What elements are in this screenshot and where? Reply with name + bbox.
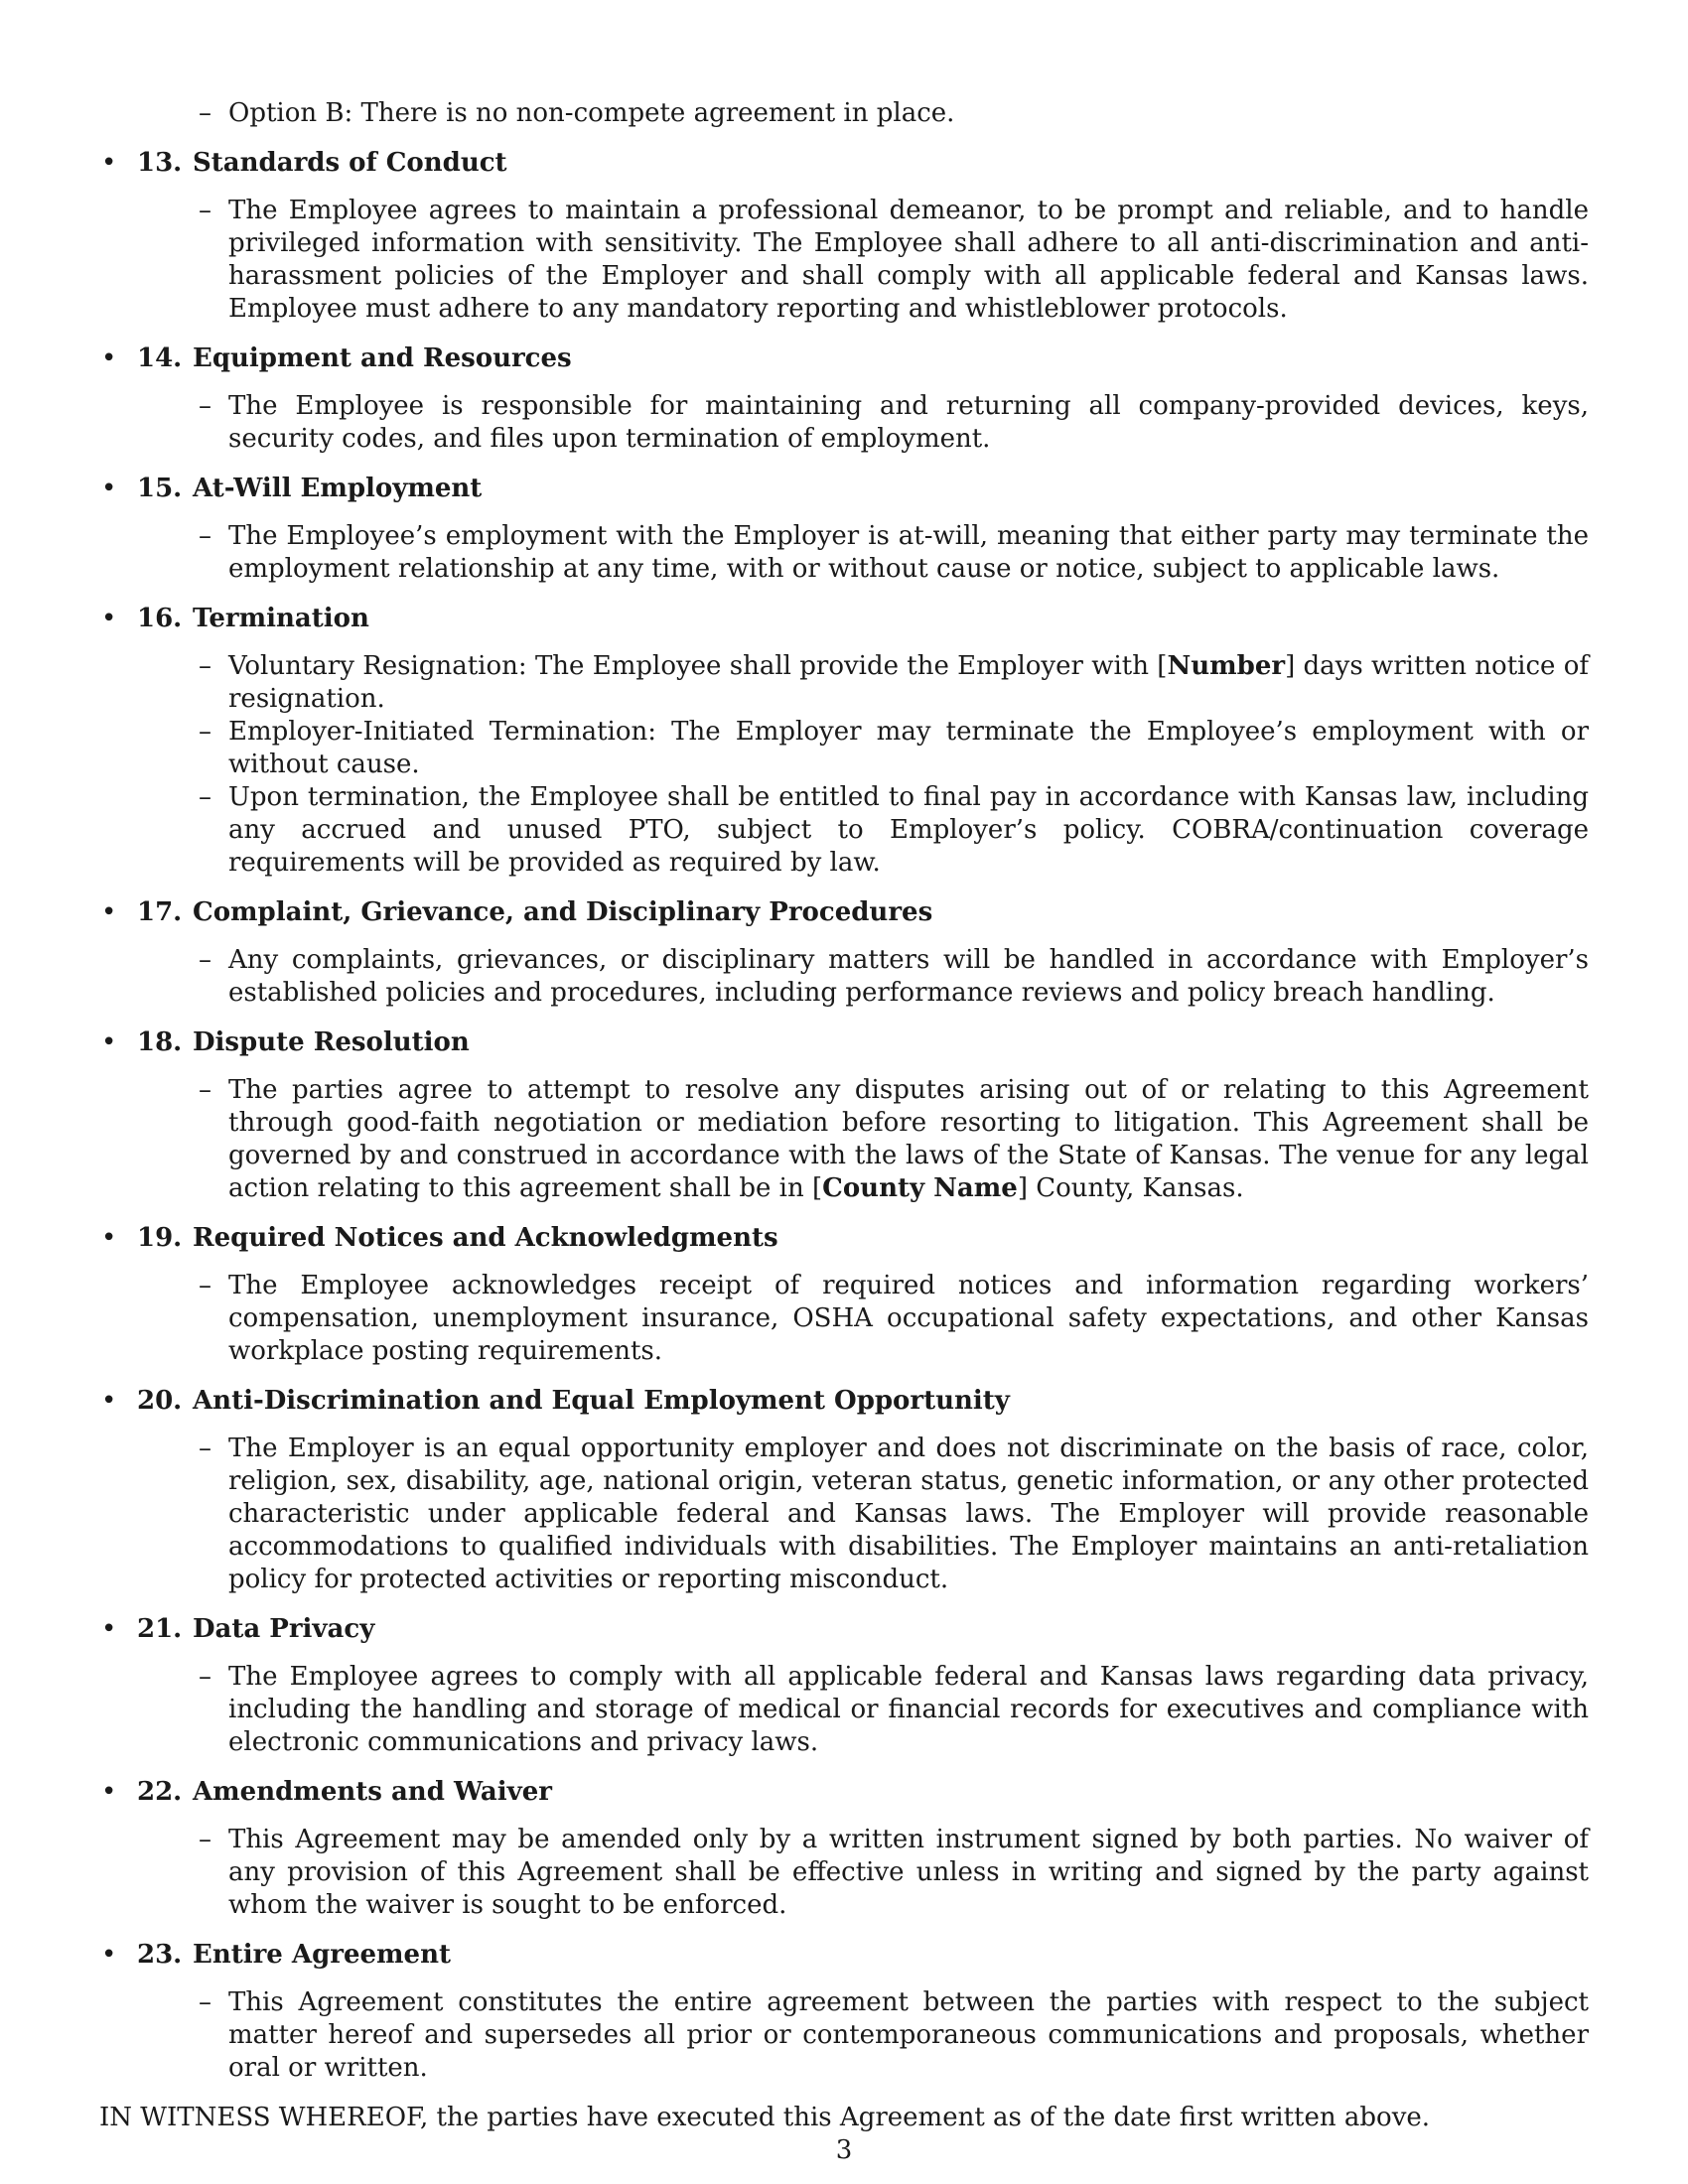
clause-text: [199, 520, 1589, 586]
clause-text-post: ] County, Kansas.: [1017, 1173, 1244, 1203]
section-18: [99, 1026, 1589, 1205]
clause-item: – This Agreement may be amended only by a written instrument signed by both parties. No waiver of any provision of this Agreement shall be effective unless in writing and signed by the party against whom the waiver is sought to be enforced.: [199, 1825, 1589, 1920]
clause-item: – Any complaints, grievances, or disciplinary matters will be handled in accordance with Employer’s established policies and procedures, including performance reviews and policy breach handling.: [199, 945, 1589, 1008]
clause-item: – The Employee’s employment with the Employer is at-will, meaning that either party may terminate the employment relationship at any time, with or without cause or notice, subject to applicable laws.: [199, 521, 1589, 584]
clause-text: [199, 781, 1589, 880]
section-heading: • 14. Equipment and Resources: [101, 343, 572, 373]
clause-text: [199, 650, 1589, 716]
section-title: Amendments and Waiver: [193, 1777, 552, 1807]
section-20: [99, 1385, 1589, 1596]
witness-statement: IN WITNESS WHEREOF, the parties have executed this Agreement as of the date first written above.: [99, 2103, 1431, 2132]
page-number: 3: [835, 2135, 853, 2165]
section-title: Complaint, Grievance, and Disciplinary Procedures: [193, 897, 933, 927]
clause-text: [199, 1824, 1589, 1922]
section-number: 15.: [137, 474, 183, 503]
section-number: 21.: [137, 1614, 183, 1644]
section-13: [99, 147, 1589, 326]
placeholder-field: Number: [1167, 651, 1286, 681]
clause-text-pre: Employer-Initiated Termination: The Employer may terminate the Employee’s employment with or without cause.: [228, 717, 1589, 779]
clause-text-pre: Any complaints, grievances, or disciplinary matters will be handled in accordance with Employer’s established policies and procedures, including performance reviews and policy breach handling.: [228, 945, 1589, 1008]
section-heading: • 22. Amendments and Waiver: [101, 1777, 552, 1807]
section-heading: • 13. Standards of Conduct: [101, 148, 507, 178]
clause-text-pre: The Employer is an equal opportunity employer and does not discriminate on the basis of race, color, religion, sex, disability, age, national origin, veteran status, genetic information, or any other protected characteristic under applicable federal and Kansas laws. The Employer will provide reasonable accommodations to qualified individuals with disabilities. The Employer maintains an anti-retaliation policy for protected activities or reporting misconduct.: [228, 1433, 1589, 1594]
clause-text-pre: This Agreement may be amended only by a written instrument signed by both parties. No waiver of any provision of this Agreement shall be effective unless in writing and signed by the party against whom the waiver is sought to be enforced.: [228, 1825, 1589, 1920]
section-16: [99, 603, 1589, 880]
clause-text-pre: Voluntary Resignation: The Employee shall provide the Employer with [: [228, 651, 1168, 681]
clause-item: – This Agreement constitutes the entire agreement between the parties with respect to the subject matter hereof and supersedes all prior or contemporaneous communications and proposals, whether oral or written.: [199, 1987, 1589, 2083]
clause-text-pre: The parties agree to attempt to resolve any disputes arising out of or relating to this Agreement through good-faith negotiation or mediation before resorting to litigation. This Agreement shall be governed by and construed in accordance with the laws of the State of Kansas. The venue for any legal action relating to this agreement shall be in [: [228, 1075, 1589, 1203]
section-heading: • 21. Data Privacy: [101, 1614, 375, 1644]
clause-item: – The Employee agrees to comply with all applicable federal and Kansas laws regarding data privacy, including the handling and storage of medical or financial records for executives and compliance with electronic communications and privacy laws.: [199, 1662, 1589, 1757]
section-heading: • 20. Anti-Discrimination and Equal Employment Opportunity: [101, 1386, 1010, 1416]
section-number: 19.: [137, 1223, 183, 1253]
section-heading: • 23. Entire Agreement: [101, 1940, 451, 1970]
section-22: [99, 1776, 1589, 1922]
section-19: [99, 1222, 1589, 1368]
section-number: 22.: [137, 1777, 183, 1807]
section-23: [99, 1939, 1589, 2085]
clause-text-pre: Upon termination, the Employee shall be entitled to final pay in accordance with Kansas law, including any accrued and unused PTO, subject to Employer’s policy. COBRA/continuation coverage requirements will be provided as required by law.: [228, 782, 1589, 878]
section-number: 17.: [137, 897, 183, 927]
clause-item: – The Employee is responsible for maintaining and returning all company-provided devices, keys, security codes, and files upon termination of employment.: [199, 391, 1589, 454]
clause-text: [199, 390, 1589, 456]
section-title: At-Will Employment: [193, 474, 483, 503]
clause-text: [199, 1074, 1589, 1205]
section-title: Anti-Discrimination and Equal Employment Opportunity: [193, 1386, 1010, 1416]
section-heading: • 15. At-Will Employment: [101, 474, 483, 503]
section-heading: • 17. Complaint, Grievance, and Disciplinary Procedures: [101, 897, 933, 927]
section-21: [99, 1613, 1589, 1759]
clause-text-post: ] days written notice of resignation.: [228, 651, 1589, 714]
clause-text-pre: The Employee’s employment with the Employer is at-will, meaning that either party may terminate the employment relationship at any time, with or without cause or notice, subject to applicable laws.: [228, 521, 1589, 584]
clause-item: – The Employer is an equal opportunity employer and does not discriminate on the basis of race, color, religion, sex, disability, age, national origin, veteran status, genetic information, or any other protected characteristic under applicable federal and Kansas laws. The Employer will provide reasonable accommodations to qualified individuals with disabilities. The Employer maintains an anti-retaliation policy for protected activities or reporting misconduct.: [199, 1433, 1589, 1594]
clause-text: [199, 1270, 1589, 1368]
section-heading: • 16. Termination: [101, 604, 369, 633]
section-title: Standards of Conduct: [193, 148, 507, 178]
section-number: 14.: [137, 343, 183, 373]
clause-text: [199, 944, 1589, 1010]
clause-item: – Voluntary Resignation: The Employee shall provide the Employer with [Number] days written notice of resignation.: [199, 651, 1589, 714]
section-heading: • 19. Required Notices and Acknowledgments: [101, 1223, 778, 1253]
section-title: Termination: [193, 604, 369, 633]
section-number: 13.: [137, 148, 183, 178]
section-number: 20.: [137, 1386, 183, 1416]
clause-text: [199, 1661, 1589, 1759]
section-17: [99, 896, 1589, 1010]
section-title: Entire Agreement: [193, 1940, 451, 1970]
clause-item: – The Employee acknowledges receipt of required notices and information regarding workers’ compensation, unemployment insurance, OSHA occupational safety expectations, and other Kansas workplace posting requirements.: [199, 1271, 1589, 1366]
sections-list: [99, 147, 1589, 2085]
clause-text-pre: The Employee agrees to comply with all applicable federal and Kansas laws regarding data privacy, including the handling and storage of medical or financial records for executives and compliance with electronic communications and privacy laws.: [228, 1662, 1589, 1757]
section-title: Dispute Resolution: [193, 1027, 470, 1057]
section-15: [99, 473, 1589, 586]
clause-text-pre: The Employee agrees to maintain a professional demeanor, to be prompt and reliable, and to handle privileged information with sensitivity. The Employee shall adhere to all anti-discrimination and anti-harassment policies of the Employer and shall comply with all applicable federal and Kansas laws. Employee must adhere to any mandatory reporting and whistleblower protocols.: [228, 196, 1589, 324]
clause-text: [199, 1986, 1589, 2085]
clause-text-pre: This Agreement constitutes the entire agreement between the parties with respect to the subject matter hereof and supersedes all prior or contemporaneous communications and proposals, whether oral or written.: [228, 1987, 1589, 2083]
section-14: [99, 342, 1589, 456]
clause-item: – Upon termination, the Employee shall be entitled to final pay in accordance with Kansas law, including any accrued and unused PTO, subject to Employer’s policy. COBRA/continuation coverage requirements will be provided as required by law.: [199, 782, 1589, 878]
clause-text: [199, 1433, 1589, 1596]
clause-item: – Employer-Initiated Termination: The Employer may terminate the Employee’s employment with or without cause.: [199, 717, 1589, 779]
clause-item: – The Employee agrees to maintain a professional demeanor, to be prompt and reliable, and to handle privileged information with sensitivity. The Employee shall adhere to all anti-discrimination and anti-harassment policies of the Employer and shall comply with all applicable federal and Kansas laws. Employee must adhere to any mandatory reporting and whistleblower protocols.: [199, 196, 1589, 324]
clause-text-pre: The Employee acknowledges receipt of required notices and information regarding workers’ compensation, unemployment insurance, OSHA occupational safety expectations, and other Kansas workplace posting requirements.: [228, 1271, 1589, 1366]
section-number: 16.: [137, 604, 183, 633]
clause-text: [199, 195, 1589, 326]
section-title: Data Privacy: [193, 1614, 375, 1644]
section-number: 23.: [137, 1940, 183, 1970]
clause-text: [199, 716, 1589, 781]
placeholder-field: County Name: [822, 1173, 1018, 1203]
section-title: Required Notices and Acknowledgments: [193, 1223, 778, 1253]
clause-text-pre: The Employee is responsible for maintaining and returning all company-provided devices, keys, security codes, and files upon termination of employment.: [228, 391, 1589, 454]
intro-option: – Option B: There is no non-compete agreement in place.: [228, 97, 1589, 130]
section-heading: • 18. Dispute Resolution: [101, 1027, 470, 1057]
option-text: Option B: There is no non-compete agreement in place.: [228, 98, 955, 128]
section-title: Equipment and Resources: [193, 343, 572, 373]
section-number: 18.: [137, 1027, 183, 1057]
document-page: [99, 97, 1589, 2134]
clause-item: – The parties agree to attempt to resolve any disputes arising out of or relating to this Agreement through good-faith negotiation or mediation before resorting to litigation. This Agreement shall be governed by and construed in accordance with the laws of the State of Kansas. The venue for any legal action relating to this agreement shall be in [County Name] County, Kansas.: [199, 1075, 1589, 1203]
